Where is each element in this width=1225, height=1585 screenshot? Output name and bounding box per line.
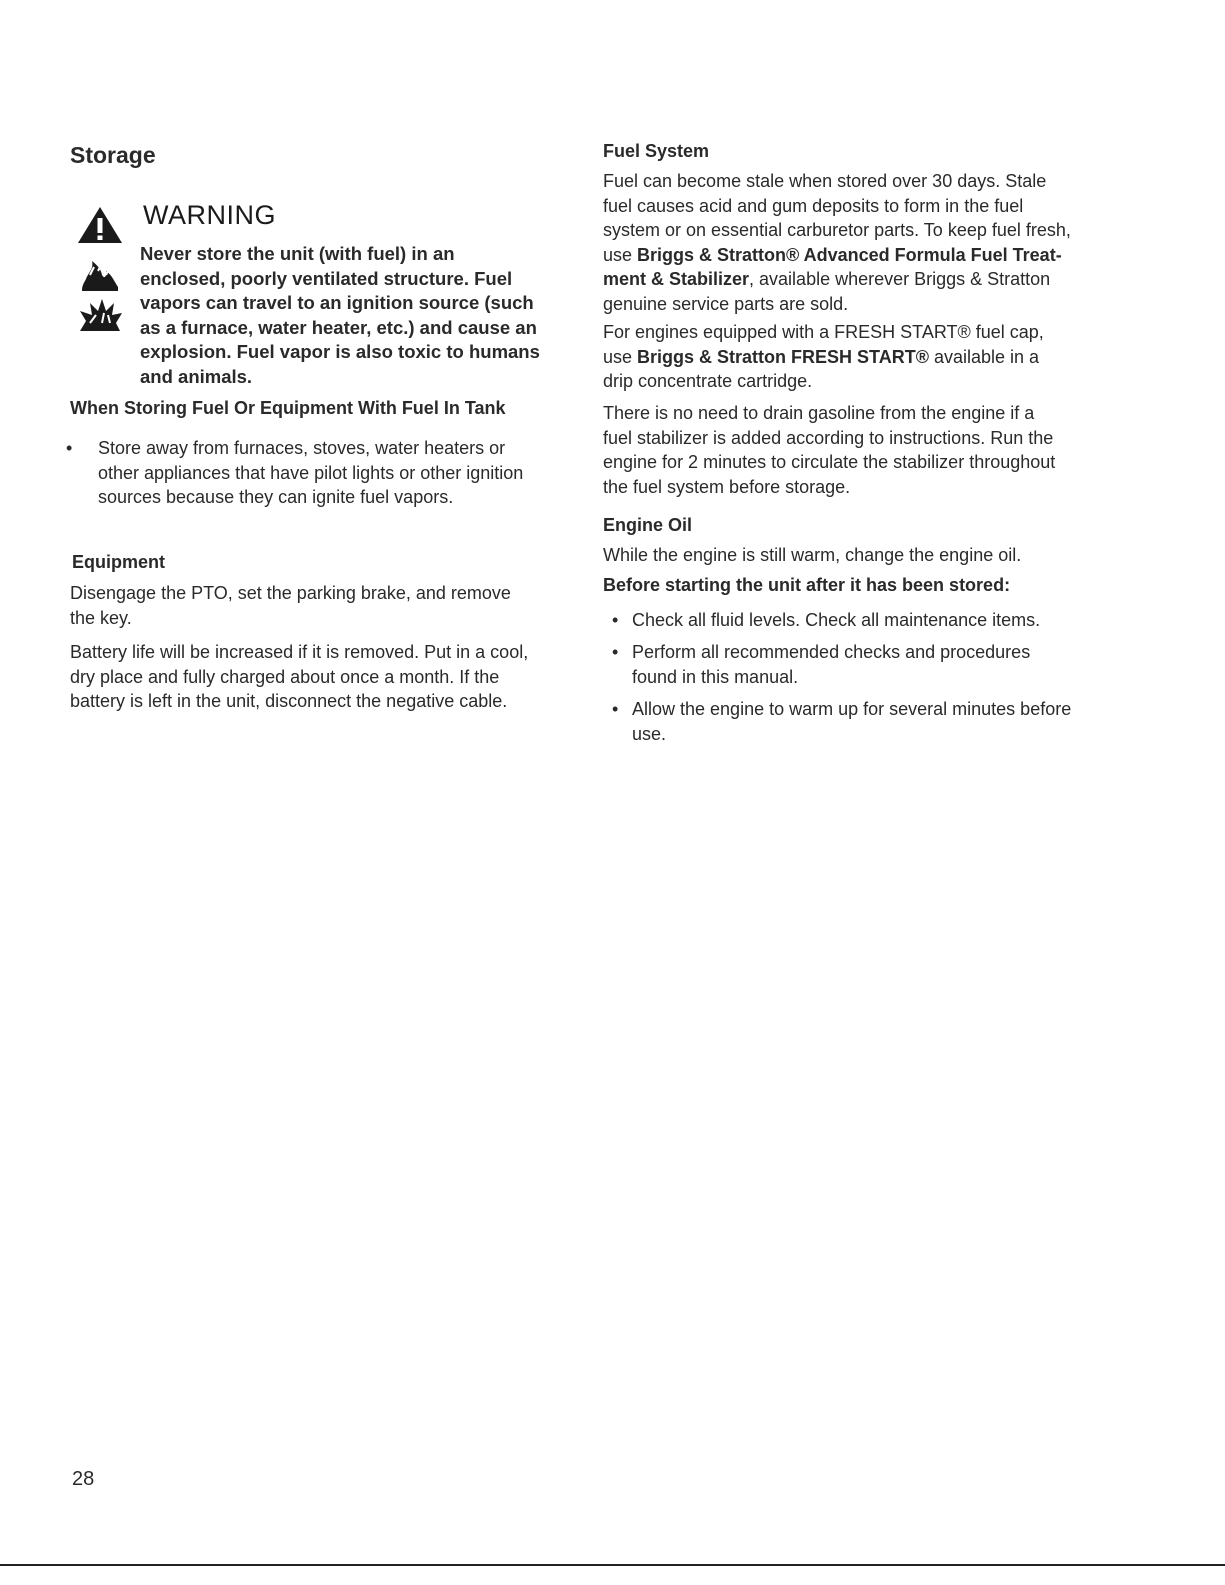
before-bullet-1: • Check all fluid levels. Check all maintenance items. [612,608,1122,633]
bullet-dot: • [612,642,619,662]
before-starting-heading: Before starting the unit after it has been stored: [603,575,1011,595]
warning-text: Never store the unit (with fuel) in an enclosed, poorly ventilated structure. Fuel vapors can travel to an ignition source (such as a furnace, water heater, etc.) and cause an explosion. Fuel vapor is also toxic to humans and animals. [140,243,540,387]
equipment-heading: Equipment [72,552,165,572]
storage-title: Storage [70,142,156,168]
bullet-dot: • [612,699,619,719]
bullet-dot: • [66,438,73,458]
fuel-paragraph-1: Fuel can become stale when stored over 30 days. Stale fuel causes acid and gum deposits to form in the fuel system or on essential carburetor parts. To keep fuel fresh, use Briggs & Stratton® Advanced Formula Fuel Treat- ment & Stabilizer, available wherever Briggs & Stratton genuine service parts are sold. [603,171,1071,314]
before-bullet-3: • Allow the engine to warm up for several minutes before use. [612,699,1072,744]
warning-triangle-icon [78,207,122,243]
fuel-system-heading: Fuel System [603,141,710,161]
storing-fuel-heading: When Storing Fuel Or Equipment With Fuel In Tank [70,398,506,418]
equipment-paragraph-1: Disengage the PTO, set the parking brake, and remove the key. [70,583,511,628]
engine-oil-heading: Engine Oil [603,515,693,535]
bottom-rule [0,1564,1225,1566]
page-number: 28 [72,1468,95,1490]
bullet-dot: • [612,610,619,630]
fuel-paragraph-3: There is no need to drain gasoline from the engine if a fuel stabilizer is added according to instructions. Run the engine for 2 minutes to circulate the stabilizer throughout the fuel system before storage. [603,403,1056,497]
fuel-paragraph-2: For engines equipped with a FRESH START® fuel cap, use Briggs & Stratton FRESH START® available in a drip concentrate cartridge. [603,322,1044,391]
equipment-paragraph-2: Battery life will be increased if it is removed. Put in a cool, dry place and fully charged about once a month. If the battery is left in the unit, disconnect the negative cable. [70,642,529,711]
storing-bullet: • Store away from furnaces, stoves, water heaters or other appliances that have pilot lights or other ignition sources because they can ignite fuel vapors. [66,438,524,507]
before-bullet-2: • Perform all recommended checks and procedures found in this manual. [612,642,1031,687]
engine-oil-text: While the engine is still warm, change the engine oil. [603,545,1022,565]
warning-icons [76,205,124,333]
fire-icon [82,261,118,291]
explosion-icon [80,299,122,331]
warning-title: WARNING [143,200,276,230]
